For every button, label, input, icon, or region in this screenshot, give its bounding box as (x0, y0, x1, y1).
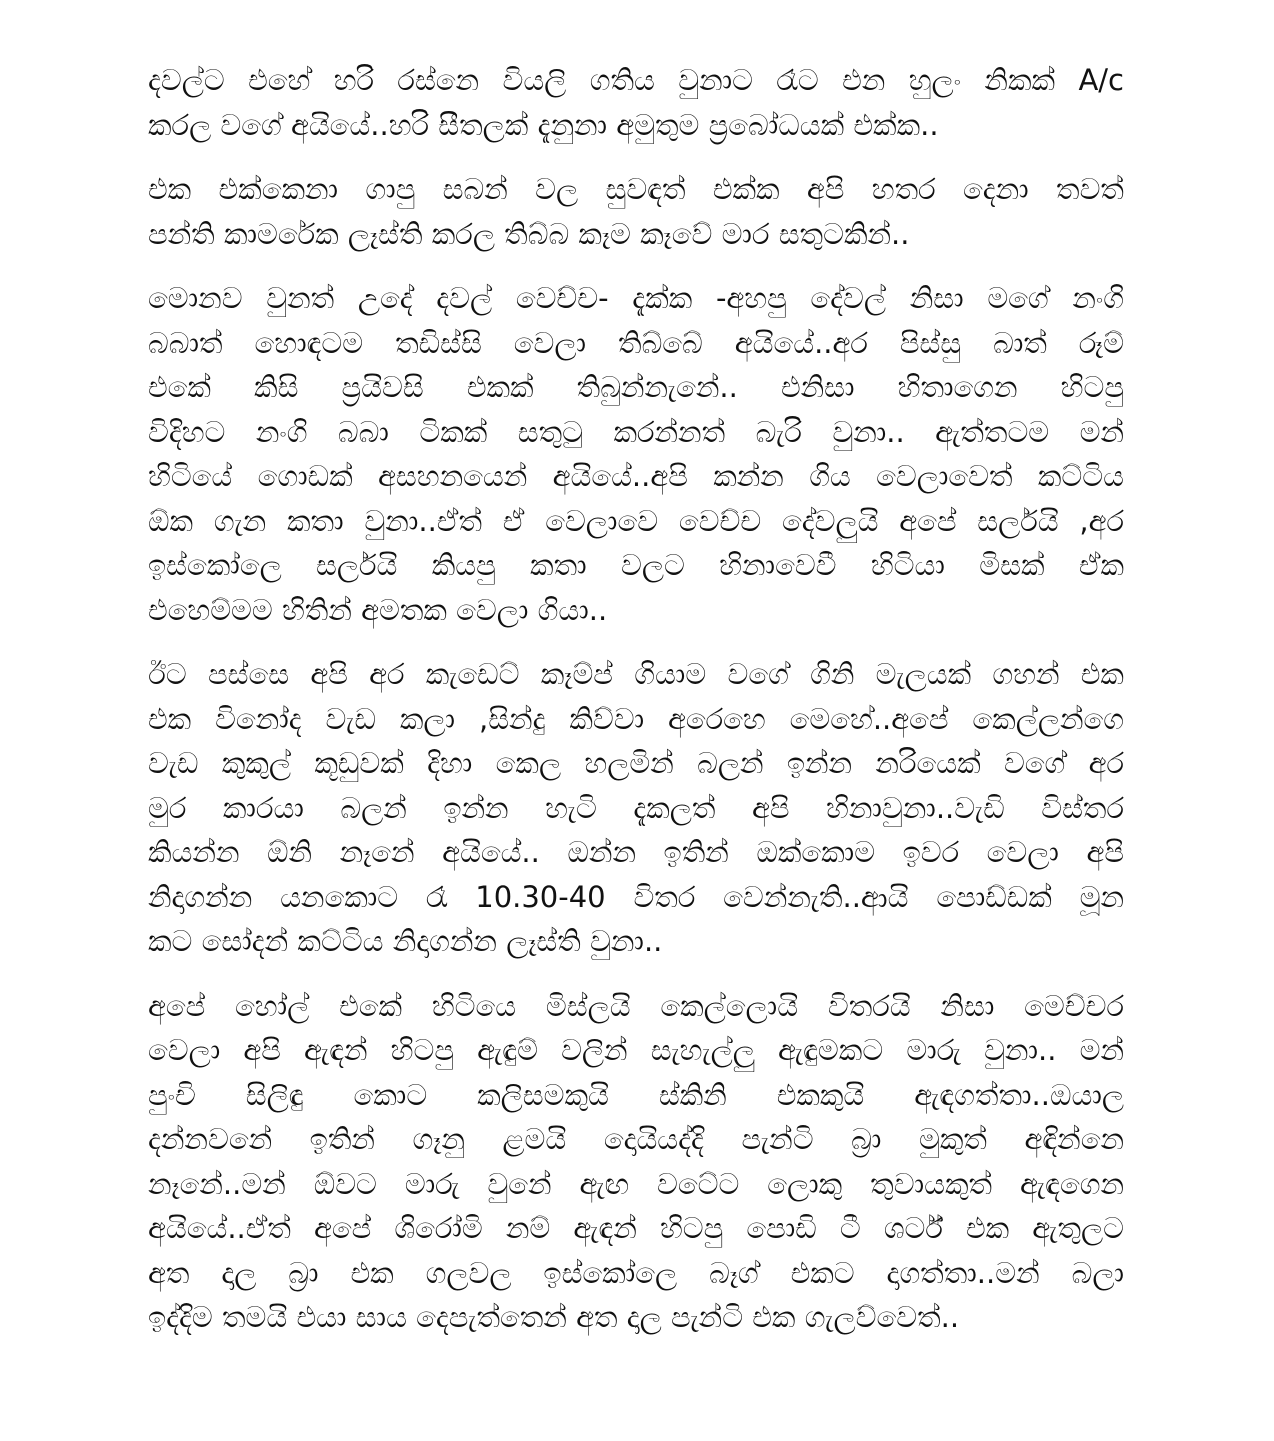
text-line: අපේ හෝල් එකේ හිටියෙ මිස්ලයි කෙල්ලොයි විතරයි නිසා මෙච්චර (148, 988, 1124, 1023)
paragraph-1 (148, 58, 1124, 147)
paragraph-3 (148, 276, 1124, 632)
text-line: අත දාල බ්‍රා එක ගලවල ඉස්කෝලෙ බෑග් එකට දාගත්තා..මන් බලා (148, 1255, 1124, 1290)
text-line: මුර කාරයා බලන් ඉන්න හැටි දැකලත් අපි හිනාවුනා..වැඩි විස්තර (148, 790, 1124, 825)
text-line: හිටියේ ගොඩක් අසහනයෙන් අයියේ..අපි කන්න ගිය වෙලාවෙත් කට්ටිය (148, 459, 1124, 493)
text-line: ඉස්කෝලෙ සර්ලයි කියපු කතා වලට හිනාවෙවී හිටියා මිසක් ඒක (148, 548, 1124, 582)
text-line: නෑනේ..මන් ඕවට මාරු වුනේ ඇඟ වටේට ලොකු තුවායකුත් ඇඳගෙන (148, 1166, 1124, 1201)
paragraph-5 (148, 984, 1124, 1340)
paragraph-4 (148, 652, 1124, 964)
text-line: එක විනෝද වැඩ කලා ,සින්දු කිව්වා අරෙහෙ මෙහේ..අපේ කෙල්ලන්ගෙ (148, 701, 1124, 736)
text-line: දන්නවනේ ඉතින් ගෑනු ළමයි දොයියද්දි පැන්ටි බ්‍රා මුකුත් අඳින්නෙ (148, 1122, 1124, 1156)
text-line: එකේ කිසි ප්‍රයිවසි එකක් තිබුන්නැනේ.. එනිසා හිතාගෙන හිටපු (148, 370, 1124, 404)
text-line: දවල්ට එහේ හරි රස්නෙ වියලි ගතිය වුනාට රෑට එන හුලං නිකක් A/c (148, 63, 1124, 97)
text-line: කට සෝදන් කට්ටිය නිදාගන්න ලෑස්ති වුනා.. (148, 924, 663, 958)
text-line: ඕක ගැන කතා වුනා..ඒත් ඒ වෙලාවෙ වෙච්ච දේවලුයි අපේ සර්ලයි ,අර (148, 503, 1124, 538)
text-line: එක එක්කෙනා ගාපු සබන් වල සුවඳත් එක්ක අපි හතර දෙනා තවත් (148, 172, 1124, 206)
text-line: අයියේ..ඒත් අපේ ශිරෝමි නම් ඇඳන් හිටපු පොඩි ටී ශර්ට් එක ඇතුලට (148, 1211, 1124, 1245)
document-page (148, 58, 1124, 1360)
text-line: වෙලා අපි ඇඳන් හිටපු ඇඳුම් වලින් සැහැල්ලු ඇඳුමකට මාරු වුනා.. මන් (148, 1033, 1124, 1067)
text-line: ඊට පස්සෙ අපි අර කැඩෙට් කෑම්ප් ගියාම වගේ ගිනි මැලයක් ගහන් එක (148, 657, 1124, 691)
text-line: වැඩ කුකුල් කූඩුවක් දිහා කෙල හලමින් බලන් ඉන්න නරියෙක් වගේ අර (148, 746, 1124, 780)
text-line: පුංචි සිලිඳු කොට කලිසමකුයි ස්කිනි එකකුයි ඇඳගත්තා..ඔයාල (148, 1077, 1124, 1112)
text-line: විදිහට නංගි බබා ටිකක් සතුටු කරන්නත් බැරි වුනා.. ඇත්තටම මන් (148, 414, 1124, 449)
text-line: ඉද්දිම තමයි එයා සාය දෙපැත්තෙන් අත දාල පැන්ටි එක ගැලව්වෙත්.. (148, 1300, 960, 1334)
paragraph-2 (148, 167, 1124, 256)
text-line: නිදාගන්න යනකොට රෑ 10.30-40 විතර වෙන්නැති..ආයි පොඩ්ඩක් මූන (148, 879, 1124, 914)
text-line: බබාත් හොඳටම තඩිස්සි වෙලා තිබ්බේ අයියේ..අර පිස්සු බාත් රූම් (148, 325, 1124, 360)
text-line: කියන්න ඕනි නෑනේ අයියේ.. ඔන්න ඉතින් ඔක්කොම ඉවර වෙලා අපි (148, 835, 1124, 869)
text-line: පන්ති කාමරේක ලෑස්ති කරල තිබ්බ කෑම කෑවේ මාර සතුටකින්.. (148, 216, 910, 251)
text-line: එහෙම්මම හිතින් අමතක වෙලා ගියා.. (148, 592, 608, 627)
text-line: මොනව වුනත් උදේ දවල් වෙච්ච- දැක්ක -අහපු දේවල් නිසා මගේ නංගි (148, 281, 1124, 315)
text-line: කරල වගේ අයියේ..හරි සීතලක් දැනුනා අමුතුම ප්‍රබෝධයක් එක්ක.. (148, 107, 939, 142)
